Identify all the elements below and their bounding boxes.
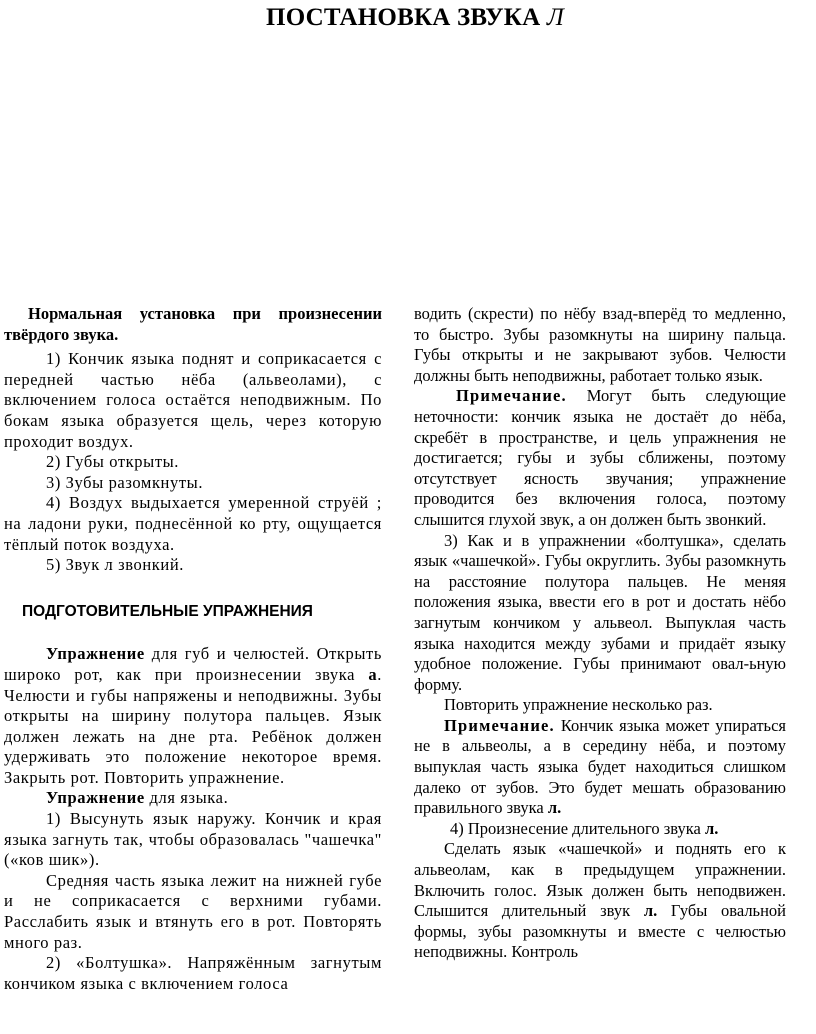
exercise-2-step-2: 2) «Болтушка». Напряжённым загнутым кончиком языка с включением голоса [4,953,382,993]
item-4: 4) Воздух выдыхается умеренной струёй ; на ладони руки, поднесённой ко рту, ощущается тёплый поток воздуха. [4,493,382,554]
exercise-2-label: Упражнение [46,788,145,808]
right-paragraph-6-sound: л. [643,901,658,921]
note-2-text: Кончик языка может упираться не в альвеолы, а в середину нёба, и поэтому выпуклая часть языка будет находиться слишком далеко от зубов. Это будет мешать образованию правильного звука [414,715,786,818]
right-paragraph-1: водить (скрести) по нёбу взад-вперёд то медленно, то быстро. Зубы разомкнуты на ширину пальца. Губы открыты и не закрывают зубов. Челюсти должны быть неподвижны, работает только язык. [414,304,786,385]
note-1-text: Могут быть следующие неточности: кончик языка не достаёт до нёба, скребёт в пространстве, и цель упражнения не достигается; губы и зубы сближены, поэтому отсутствует ясность звучания; упражнение проводится без включения голоса, поэтому слышится глухой звук, а он должен быть звонкий. [414,386,786,529]
right-paragraph-4: Повторить упражнение несколько раз. [444,695,713,715]
exercise-2 [4,788,382,809]
exercise-1-sound: а [368,664,378,684]
exercise-1-text: . Челюсти и губы напряжены и неподвижны. Зубы открыты на ширину полутора пальцев. Язык должен лежать на дне рта. Ребёнок должен удерживать это положение некоторое время. Закрыть рот. Повторить упражнение. [4,664,382,787]
right-paragraph-6-text: Сделать язык «чашечкой» и поднять его к альвеолам, как в предыдущем упражнении. Включить голос. Язык должен быть неподвижен. Слышится длительный звук [414,839,786,921]
item-4-heading [414,819,786,840]
right-paragraph-3: 3) Как и в упражнении «болтушка», сделать язык «чашечкой». Губы округлить. Зубы разомкнуть на расстояние полутора пальцев. Не меняя положения языка, ввести его в рот и достать нёбо загнутым кончиком у альвеол. Выпуклая часть языка находится между зубами и придаёт языку удобное положение. Губы принимают овал-ьную форму. [414,530,786,694]
exercise-1-lead: для губ и челюстей. Открыть широко рот, как при произнесении звука [4,644,382,684]
item-5: 5) Звук л звонкий. [46,555,184,575]
right-column [414,304,786,963]
item-3: 3) Зубы разомкнуты. [46,472,204,492]
note-1-label: Примечание. [456,386,567,406]
left-heading: Нормальная установка при произнесении твёрдого звука. [4,304,382,344]
item-1: 1) Кончик языка поднят и соприкасается с передней частью нёба (альвеолами), с включением голоса остаётся неподвижным. По бокам языка образуется щель, через которую проходит воздух. [4,349,382,451]
page-title [0,4,816,32]
note-2-label: Примечание. [444,715,555,735]
right-paragraph-6 [414,839,786,963]
exercise-1 [4,644,382,788]
note-2 [414,716,786,819]
item-4-sound: л. [704,818,719,838]
exercise-2-paragraph: Средняя часть языка лежит на нижней губе и не соприкасается с верхними губами. Расслабить язык и втянуть его в рот. Повторять много раз. [4,870,382,952]
title-main: ПОСТАНОВКА ЗВУКА [266,4,541,31]
item-2: 2) Губы открыты. [46,452,180,472]
exercise-1-label: Упражнение [46,644,145,664]
section-title: ПОДГОТОВИТЕЛЬНЫЕ УПРАЖНЕНИЯ [22,602,313,620]
note-1 [414,386,786,530]
exercise-2-step-1: 1) Высунуть язык наружу. Кончик и края языка загнуть так, чтобы образовалась "чашечка" («ков шик»). [4,809,382,870]
left-column [4,304,382,994]
item-4-text: 4) Произнесение длительного звука [450,818,705,838]
right-paragraph-6-rest: Губы овальной формы, зубы разомкнуты и вместе с челюстью неподвижны. Контроль [414,901,786,962]
note-2-sound: л. [547,798,562,818]
title-letter: Л [546,4,564,31]
exercise-2-text: для языка. [144,788,229,808]
